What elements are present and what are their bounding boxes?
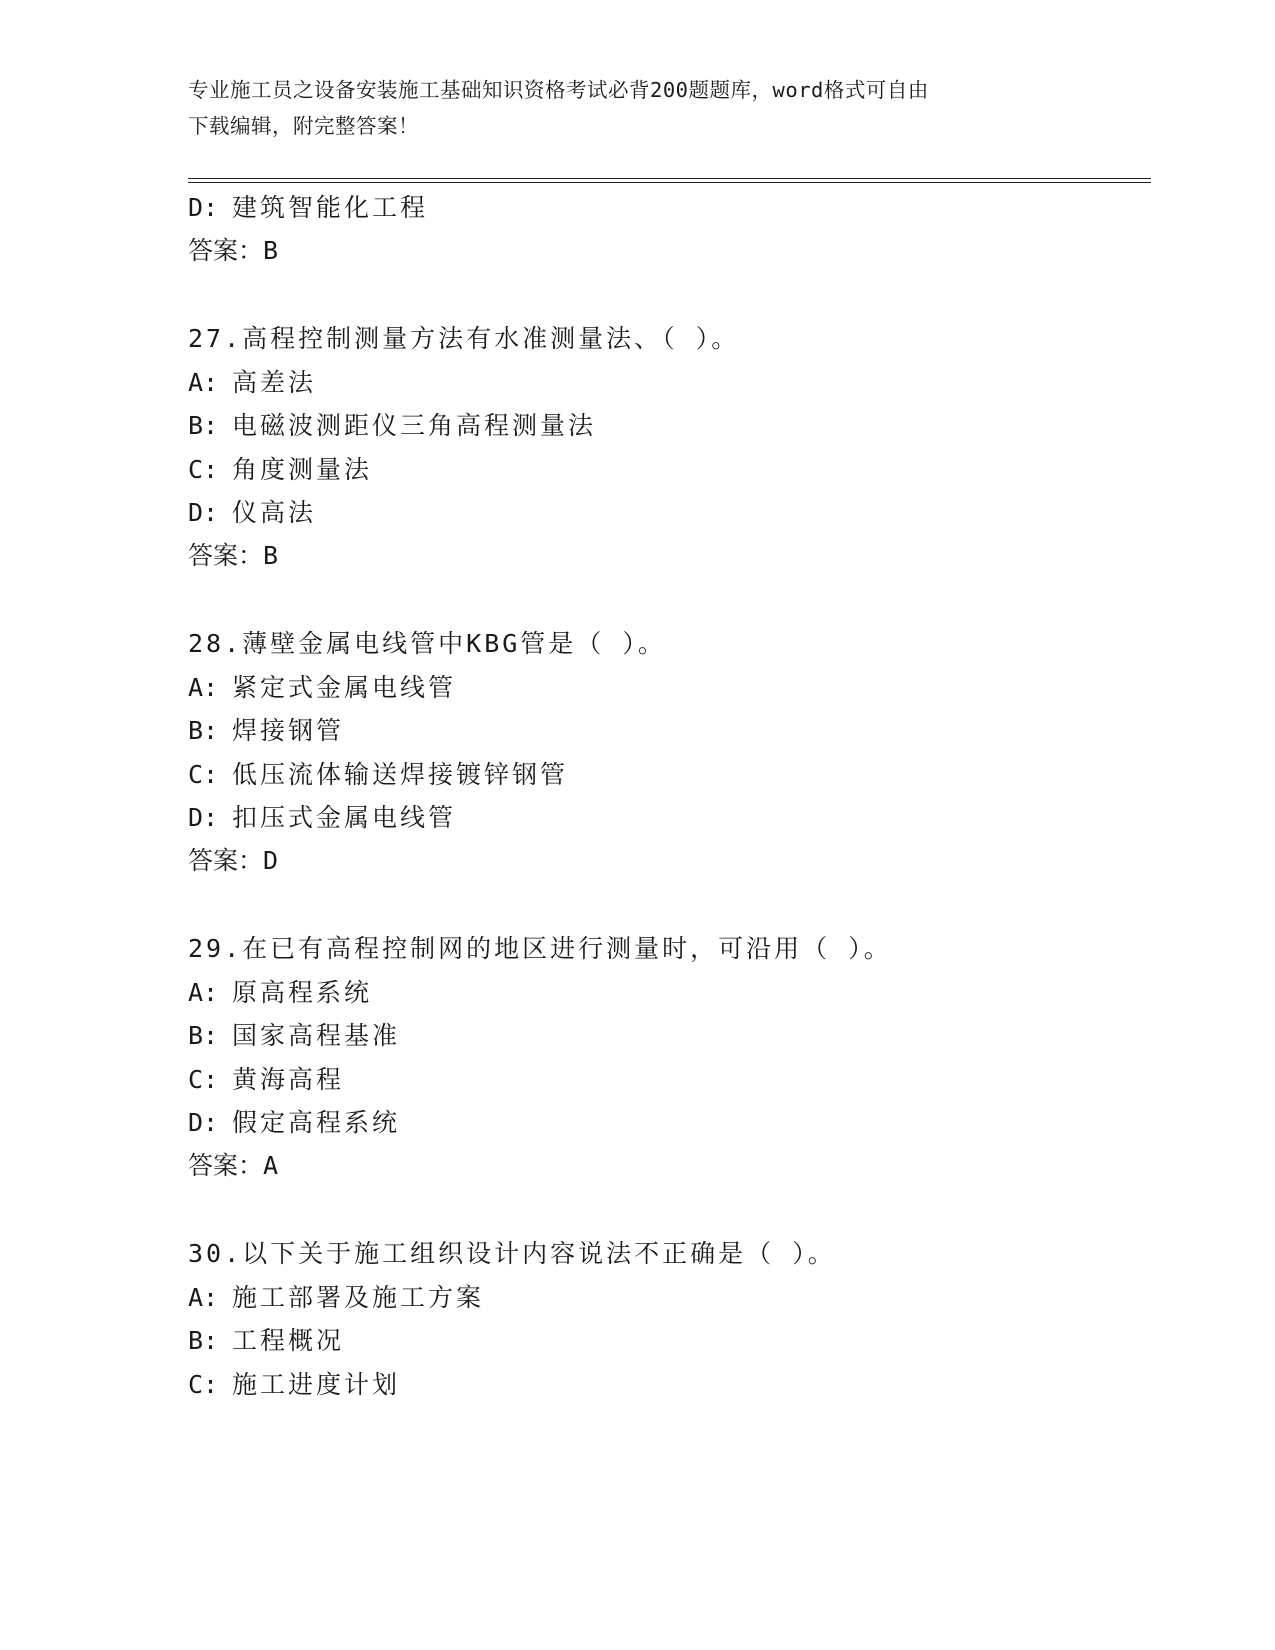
option-a [188,1281,484,1315]
document-header [188,72,1088,144]
answer-value: A [263,1151,282,1180]
option-c [188,453,372,487]
option-d [188,191,428,225]
option-text: 仪高法 [232,498,317,527]
answer-value: D [263,846,282,875]
option-label: A: [188,673,219,702]
option-b [188,1324,344,1358]
option-text: 假定高程系统 [232,1108,401,1137]
header-line-2: 下载编辑，附完整答案！ [188,114,419,138]
option-c [188,758,568,792]
option-b [188,1019,400,1053]
answer-line [188,234,281,268]
header-rule-bottom [188,182,1151,183]
option-label: C: [188,1065,219,1094]
answer-label: 答案： [188,541,264,570]
option-label: C: [188,760,219,789]
option-text: 电磁波测距仪三角高程测量法 [232,411,597,440]
option-text: 紧定式金属电线管 [232,673,457,702]
question-stem: 27.高程控制测量方法有水准测量法、（ ）。 [188,324,740,353]
option-a [188,366,316,400]
option-text: 角度测量法 [232,455,373,484]
option-label: A: [188,1283,219,1312]
answer-label: 答案： [188,236,264,265]
option-text: 黄海高程 [232,1065,345,1094]
option-a [188,671,456,705]
answer-label: 答案： [188,846,264,875]
option-label: C: [188,455,219,484]
option-text: 焊接钢管 [232,716,345,745]
answer-line [188,1149,281,1183]
option-c [188,1063,344,1097]
option-text: 施工进度计划 [232,1370,401,1399]
answer-line [188,844,281,878]
option-text: 工程概况 [232,1326,345,1355]
option-label: B: [188,716,219,745]
option-a [188,976,372,1010]
option-d [188,1106,400,1140]
option-text: 高差法 [232,368,317,397]
option-label: B: [188,1326,219,1355]
header-line-1: 专业施工员之设备安装施工基础知识资格考试必背200题题库，word格式可自由 [188,78,929,102]
question-stem: 29.在已有高程控制网的地区进行测量时，可沿用（ ）。 [188,934,892,963]
option-label: C: [188,1370,219,1399]
option-label: D: [188,803,219,832]
option-b [188,714,344,748]
answer-value: B [263,541,282,570]
option-text: 原高程系统 [232,978,373,1007]
answer-label: 答案： [188,1151,264,1180]
option-label: D: [188,1108,219,1137]
option-text: 低压流体输送焊接镀锌钢管 [232,760,569,789]
header-rule-top [188,178,1151,179]
option-text: 国家高程基准 [232,1021,401,1050]
option-d [188,801,456,835]
option-label: B: [188,1021,219,1050]
question-stem: 28.薄壁金属电线管中KBG管是（ ）。 [188,629,666,658]
question-stem: 30.以下关于施工组织设计内容说法不正确是（ ）。 [188,1239,836,1268]
option-label: D: [188,498,219,527]
option-b [188,409,596,443]
option-text: 建筑智能化工程 [232,193,429,222]
answer-line [188,539,281,573]
option-d [188,496,316,530]
answer-value: B [263,236,282,265]
option-label: B: [188,411,219,440]
option-c [188,1368,400,1402]
option-label: A: [188,978,219,1007]
option-text: 施工部署及施工方案 [232,1283,485,1312]
option-text: 扣压式金属电线管 [232,803,457,832]
option-label: A: [188,368,219,397]
option-label: D: [188,193,219,222]
